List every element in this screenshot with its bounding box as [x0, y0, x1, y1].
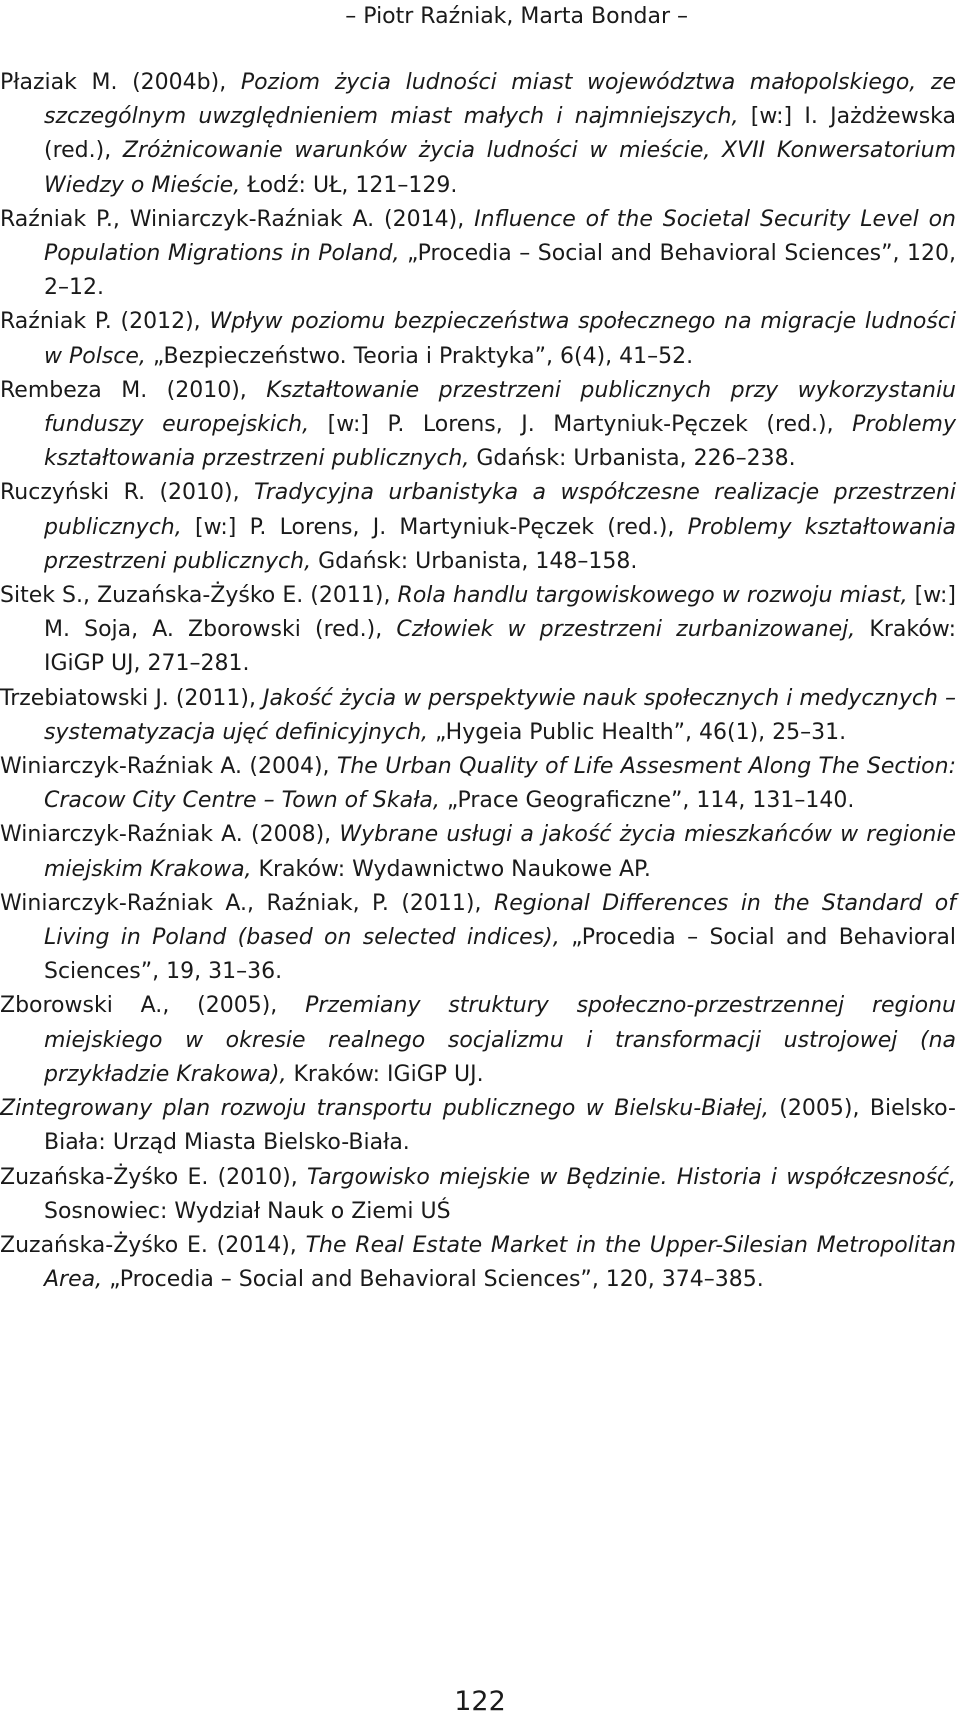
- bib-detail: „Bezpieczeństwo. Teoria i Praktyka”, 6(4), 41–52.: [145, 343, 694, 369]
- bib-detail: [w:] M. Soja, A. Zborowski (red.),: [44, 583, 956, 643]
- bibliography-list: [0, 66, 956, 1297]
- bib-author: Raźniak P.: [0, 309, 112, 335]
- bib-author: Rembeza M.: [0, 377, 148, 403]
- running-header: – Piotr Raźniak, Marta Bondar –: [345, 4, 688, 29]
- bib-title: Wpływ poziomu bezpieczeństwa społecznego na migracje ludności w Polsce,: [44, 309, 957, 369]
- bib-detail: Kraków: IGiGP UJ.: [286, 1061, 484, 1087]
- bib-entry-plaziak: [0, 66, 956, 203]
- bib-author: Winiarczyk-Raźniak A.: [0, 754, 242, 780]
- bib-author: Zborowski A.: [0, 993, 163, 1019]
- bib-author: Sitek S., Zuzańska-Żyśko E.: [0, 583, 304, 609]
- bib-author: Raźniak P., Winiarczyk-Raźniak A.: [0, 206, 375, 232]
- bib-title: Kształtowanie przestrzeni publicznych przy wykorzystaniu funduszy europejskich,: [44, 377, 956, 438]
- bib-year: (2011),: [388, 890, 494, 916]
- bib-title: Wybrane usługi a jakość życia mieszkańców w regionie miejskim Krakowa,: [44, 822, 956, 882]
- bib-entry-trzebiatowski: [0, 682, 956, 750]
- bib-entry-winiarczyk-2008: [0, 818, 956, 886]
- bib-title-secondary: Problemy kształtowania przestrzeni publicznych,: [44, 514, 956, 574]
- bib-year: (2012),: [111, 309, 210, 335]
- bib-title: The Real Estate Market in the Upper-Silesian Metropolitan Area,: [44, 1232, 957, 1293]
- bib-title: Rola handlu targowiskowego w rozwoju miast,: [397, 583, 908, 609]
- bib-detail: „Procedia – Social and Behavioral Sciences”, 19, 31–36.: [44, 925, 957, 985]
- bib-title-secondary: Człowiek w przestrzeni zurbanizowanej,: [396, 617, 856, 643]
- bib-entry-zintegrowany-plan: [0, 1092, 956, 1160]
- bib-year: (2004),: [241, 754, 337, 780]
- bib-year: (2011),: [168, 685, 264, 711]
- bib-year: (2008),: [242, 822, 340, 848]
- bib-author: Winiarczyk-Raźniak A., Raźniak, P.: [0, 890, 389, 916]
- bib-entry-razniak-2012: [0, 305, 956, 373]
- bib-year: (2014),: [207, 1232, 306, 1258]
- bib-title: Jakość życia w perspektywie nauk społecznych i medycznych – systematyzacja ujęć definicyjnych,: [44, 685, 957, 745]
- bib-entry-sitek: [0, 579, 956, 682]
- bib-year: (2011),: [303, 583, 398, 609]
- bib-title-secondary: Zróżnicowanie warunków życia ludności w mieście, XVII Konwersatorium Wiedzy o Mieście,: [44, 138, 956, 198]
- bib-author: Trzebiatowski J.: [0, 685, 169, 711]
- bib-detail: [w:] I. Jażdżewska (red.),: [44, 104, 956, 164]
- bib-title-secondary: Problemy kształtowania przestrzeni publicznych,: [44, 412, 956, 472]
- bib-entry-winiarczyk-2011: [0, 887, 956, 990]
- bib-title: Przemiany struktury społeczno-przestrzennej regionu miejskiego w okresie realnego socjalizmu i transformacji ustrojowej (na przykładzie Krakowa),: [44, 993, 956, 1087]
- bib-year: (2010),: [147, 377, 267, 403]
- bib-title: Targowisko miejskie w Będzinie. Historia i współczesność,: [307, 1164, 957, 1190]
- bib-detail: „Hygeia Public Health”, 46(1), 25–31.: [428, 719, 847, 745]
- bib-year: (2010),: [145, 480, 255, 506]
- bib-detail: [w:] P. Lorens, J. Martyniuk-Pęczek (red.),: [181, 514, 688, 540]
- bib-entry-winiarczyk-2004: [0, 750, 956, 818]
- bib-detail-secondary: Gdańsk: Urbanista, 226–238.: [469, 446, 796, 472]
- bib-year: (2004b),: [117, 70, 241, 95]
- bib-year: (2014),: [374, 206, 475, 232]
- bib-title: Tradycyjna urbanistyka a współczesne realizacje przestrzeni publicznych,: [44, 480, 956, 540]
- bib-title: The Urban Quality of Life Assesment Along The Section: Cracow City Centre – Town of Skała,: [44, 754, 956, 814]
- bib-title: Zintegrowany plan rozwoju transportu publicznego w Bielsku-Białej,: [0, 1096, 769, 1122]
- bib-detail-secondary: Łodź: UŁ, 121–129.: [240, 172, 458, 198]
- bib-entry-zuzanska-2010: [0, 1161, 956, 1229]
- bib-entry-ruczynski: [0, 476, 956, 579]
- bib-entry-zuzanska-2014: [0, 1229, 956, 1297]
- bib-detail: Sosnowiec: Wydział Nauk o Ziemi UŚ: [44, 1198, 451, 1224]
- bib-detail: (2005), Bielsko-Biała: Urząd Miasta Bielsko-Biała.: [44, 1096, 956, 1156]
- bib-detail: „Procedia – Social and Behavioral Sciences”, 120, 2–12.: [44, 241, 956, 301]
- bib-detail: [w:] P. Lorens, J. Martyniuk-Pęczek (red.),: [309, 412, 853, 438]
- bib-title: Influence of the Societal Security Level on Population Migrations in Poland,: [44, 206, 956, 267]
- bib-detail: „Procedia – Social and Behavioral Sciences”, 120, 374–385.: [102, 1267, 764, 1293]
- bib-entry-zborowski: [0, 989, 956, 1092]
- bib-author: Płaziak M.: [0, 70, 118, 95]
- bib-author: Winiarczyk-Raźniak A.: [0, 822, 243, 848]
- page-number: 122: [454, 1686, 506, 1717]
- bib-detail-secondary: Gdańsk: Urbanista, 148–158.: [311, 548, 638, 574]
- bib-detail: „Prace Geograficzne”, 114, 131–140.: [439, 788, 855, 814]
- bib-entry-rembeza: [0, 374, 956, 477]
- bib-author: Zuzańska-Żyśko E.: [0, 1164, 209, 1190]
- bib-detail: Kraków: Wydawnictwo Naukowe AP.: [251, 856, 651, 882]
- bib-year: , (2005),: [162, 993, 306, 1019]
- bib-entry-razniak-2014: [0, 203, 956, 306]
- bib-author: Ruczyński R.: [0, 480, 146, 506]
- bib-author: Zuzańska-Żyśko E.: [0, 1232, 208, 1258]
- bib-title: Regional Differences in the Standard of Living in Poland (based on selected indices),: [44, 890, 957, 951]
- bib-year: (2010),: [208, 1164, 308, 1190]
- bib-title: Poziom życia ludności miast województwa małopolskiego, ze szczególnym uwzględnieniem miast małych i najmniejszych,: [44, 70, 956, 130]
- bib-detail-secondary: Kraków: IGiGP UJ, 271–281.: [44, 617, 956, 677]
